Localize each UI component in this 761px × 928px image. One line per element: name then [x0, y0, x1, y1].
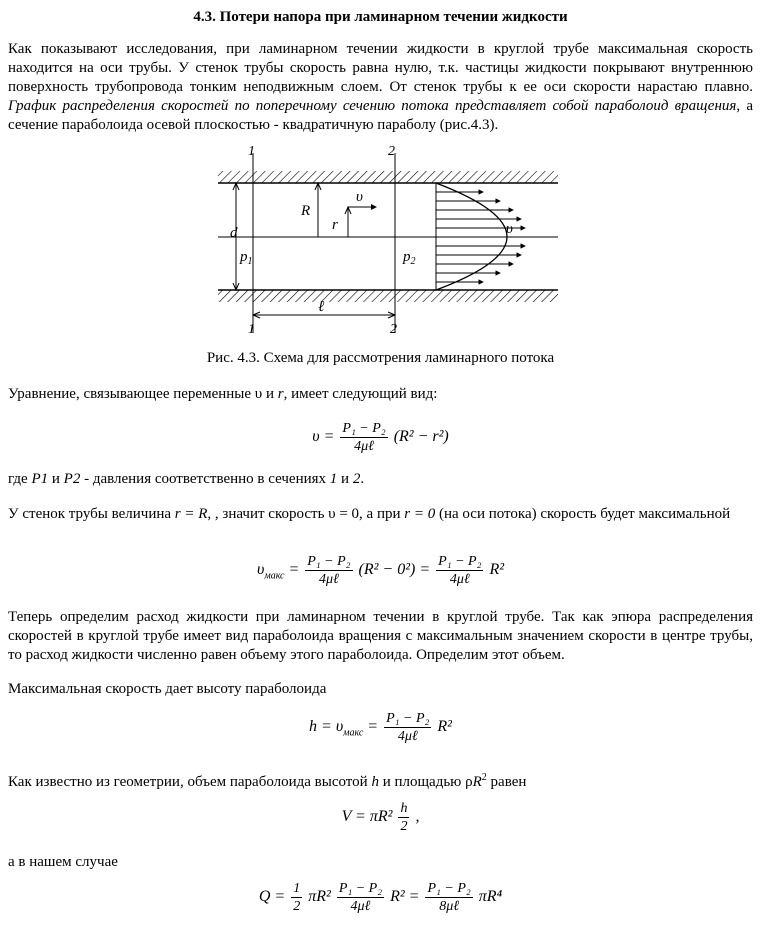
pressure-note: где P1 и P2 - давления соответственно в сечениях 1 и 2. [8, 471, 365, 487]
R-label: R [301, 203, 311, 219]
formula-volume: V = πR² $\frac{h}{2}$ , [341, 801, 420, 834]
d-label: d [230, 225, 238, 241]
p1-label: $p_1$ [240, 249, 253, 267]
intro-text-a: Как показывают исследования, при ламинарном течении жидкости в круглой трубе максимальная скорость находится на оси трубы. У стенок трубы скорость равна нулю, т.к. частицы жидкости покрывают внутреннюю поверхность трубопровода тонким неподвижным слоем. От стенок трубы к ее оси скорости нарастаю плавно. [8, 41, 753, 95]
our-case-paragraph: а в нашем случае [8, 854, 118, 870]
v-profile-label: υ [506, 221, 513, 237]
intro-paragraph [8, 40, 753, 135]
r-label: r [332, 217, 338, 233]
flow-rate-paragraph: Теперь определим расход жидкости при ламинарном течении в круглой трубе. Так как эпюра распределения скоростей в круглой трубе имеет вид параболоида вращения с максимальным значением скорости в центре трубы, то расход жидкости численно равен объему этого параболоида. Определим этот объем. [8, 609, 753, 663]
intro-text-italic: График распределения скоростей по поперечному сечению потока представляет собой параболоид вращения [8, 98, 737, 114]
intro-text-b: , а сечение параболоида осевой плоскостью - квадратичную параболу (рис.4.3). [8, 98, 753, 133]
figure-caption: Рис. 4.3. Схема для рассмотрения ламинарного потока [206, 350, 555, 366]
v-label: υ [356, 189, 363, 205]
formula-height: $h = \upsilon_{макс}$ = $\frac{\text{P₁ − P₂}}{\text{4μℓ}}$ R² [309, 711, 452, 744]
formula-flow-rate: Q = $\frac{1}{2}$ πR² $\frac{\text{P₁ − P₂}}{\text{4μℓ}}$ R² = $\frac{\text{P₁ − P₂}}{\text{8μℓ}}$ πR⁴ [258, 881, 503, 914]
sec1-bottom-label: 1 [248, 322, 255, 337]
wall-condition-paragraph: У стенок трубы величина r = R, , значит скорость υ = 0, а при r = 0 (на оси потока) скорость будет максимальной [8, 506, 731, 522]
volume-paragraph: Как известно из геометрии, объем параболоида высотой h и площадью $\rho R^2$ равен [8, 772, 527, 790]
formula-velocity: υ = $\frac{\text{P₁ − P₂}}{\text{4μℓ}}$ (R² − r²) [312, 421, 449, 454]
equation-intro: Уравнение, связывающее переменные υ и r, имеет следующий вид: [8, 386, 438, 402]
formula-max-velocity: $\upsilon_{макс}$ = $\frac{\text{P₁ − P₂}}{\text{4μℓ}}$ (R² − 0²) = $\frac{\text{P₁ − P₂}}{\text{4μℓ}}$ R² [256, 554, 505, 587]
pipe-flow-diagram [208, 143, 568, 343]
height-paragraph: Максимальная скорость дает высоту параболоида [8, 681, 327, 697]
section-title: 4.3. Потери напора при ламинарном течении жидкости [193, 9, 568, 25]
l-label: ℓ [318, 299, 325, 315]
p2-label: $p_2$ [403, 249, 416, 267]
pipe-wall-bottom [218, 290, 558, 302]
pipe-wall-top [218, 171, 558, 183]
sec1-top-label: 1 [248, 144, 255, 159]
sec2-bottom-label: 2 [390, 322, 397, 337]
sec2-top-label: 2 [388, 144, 395, 159]
